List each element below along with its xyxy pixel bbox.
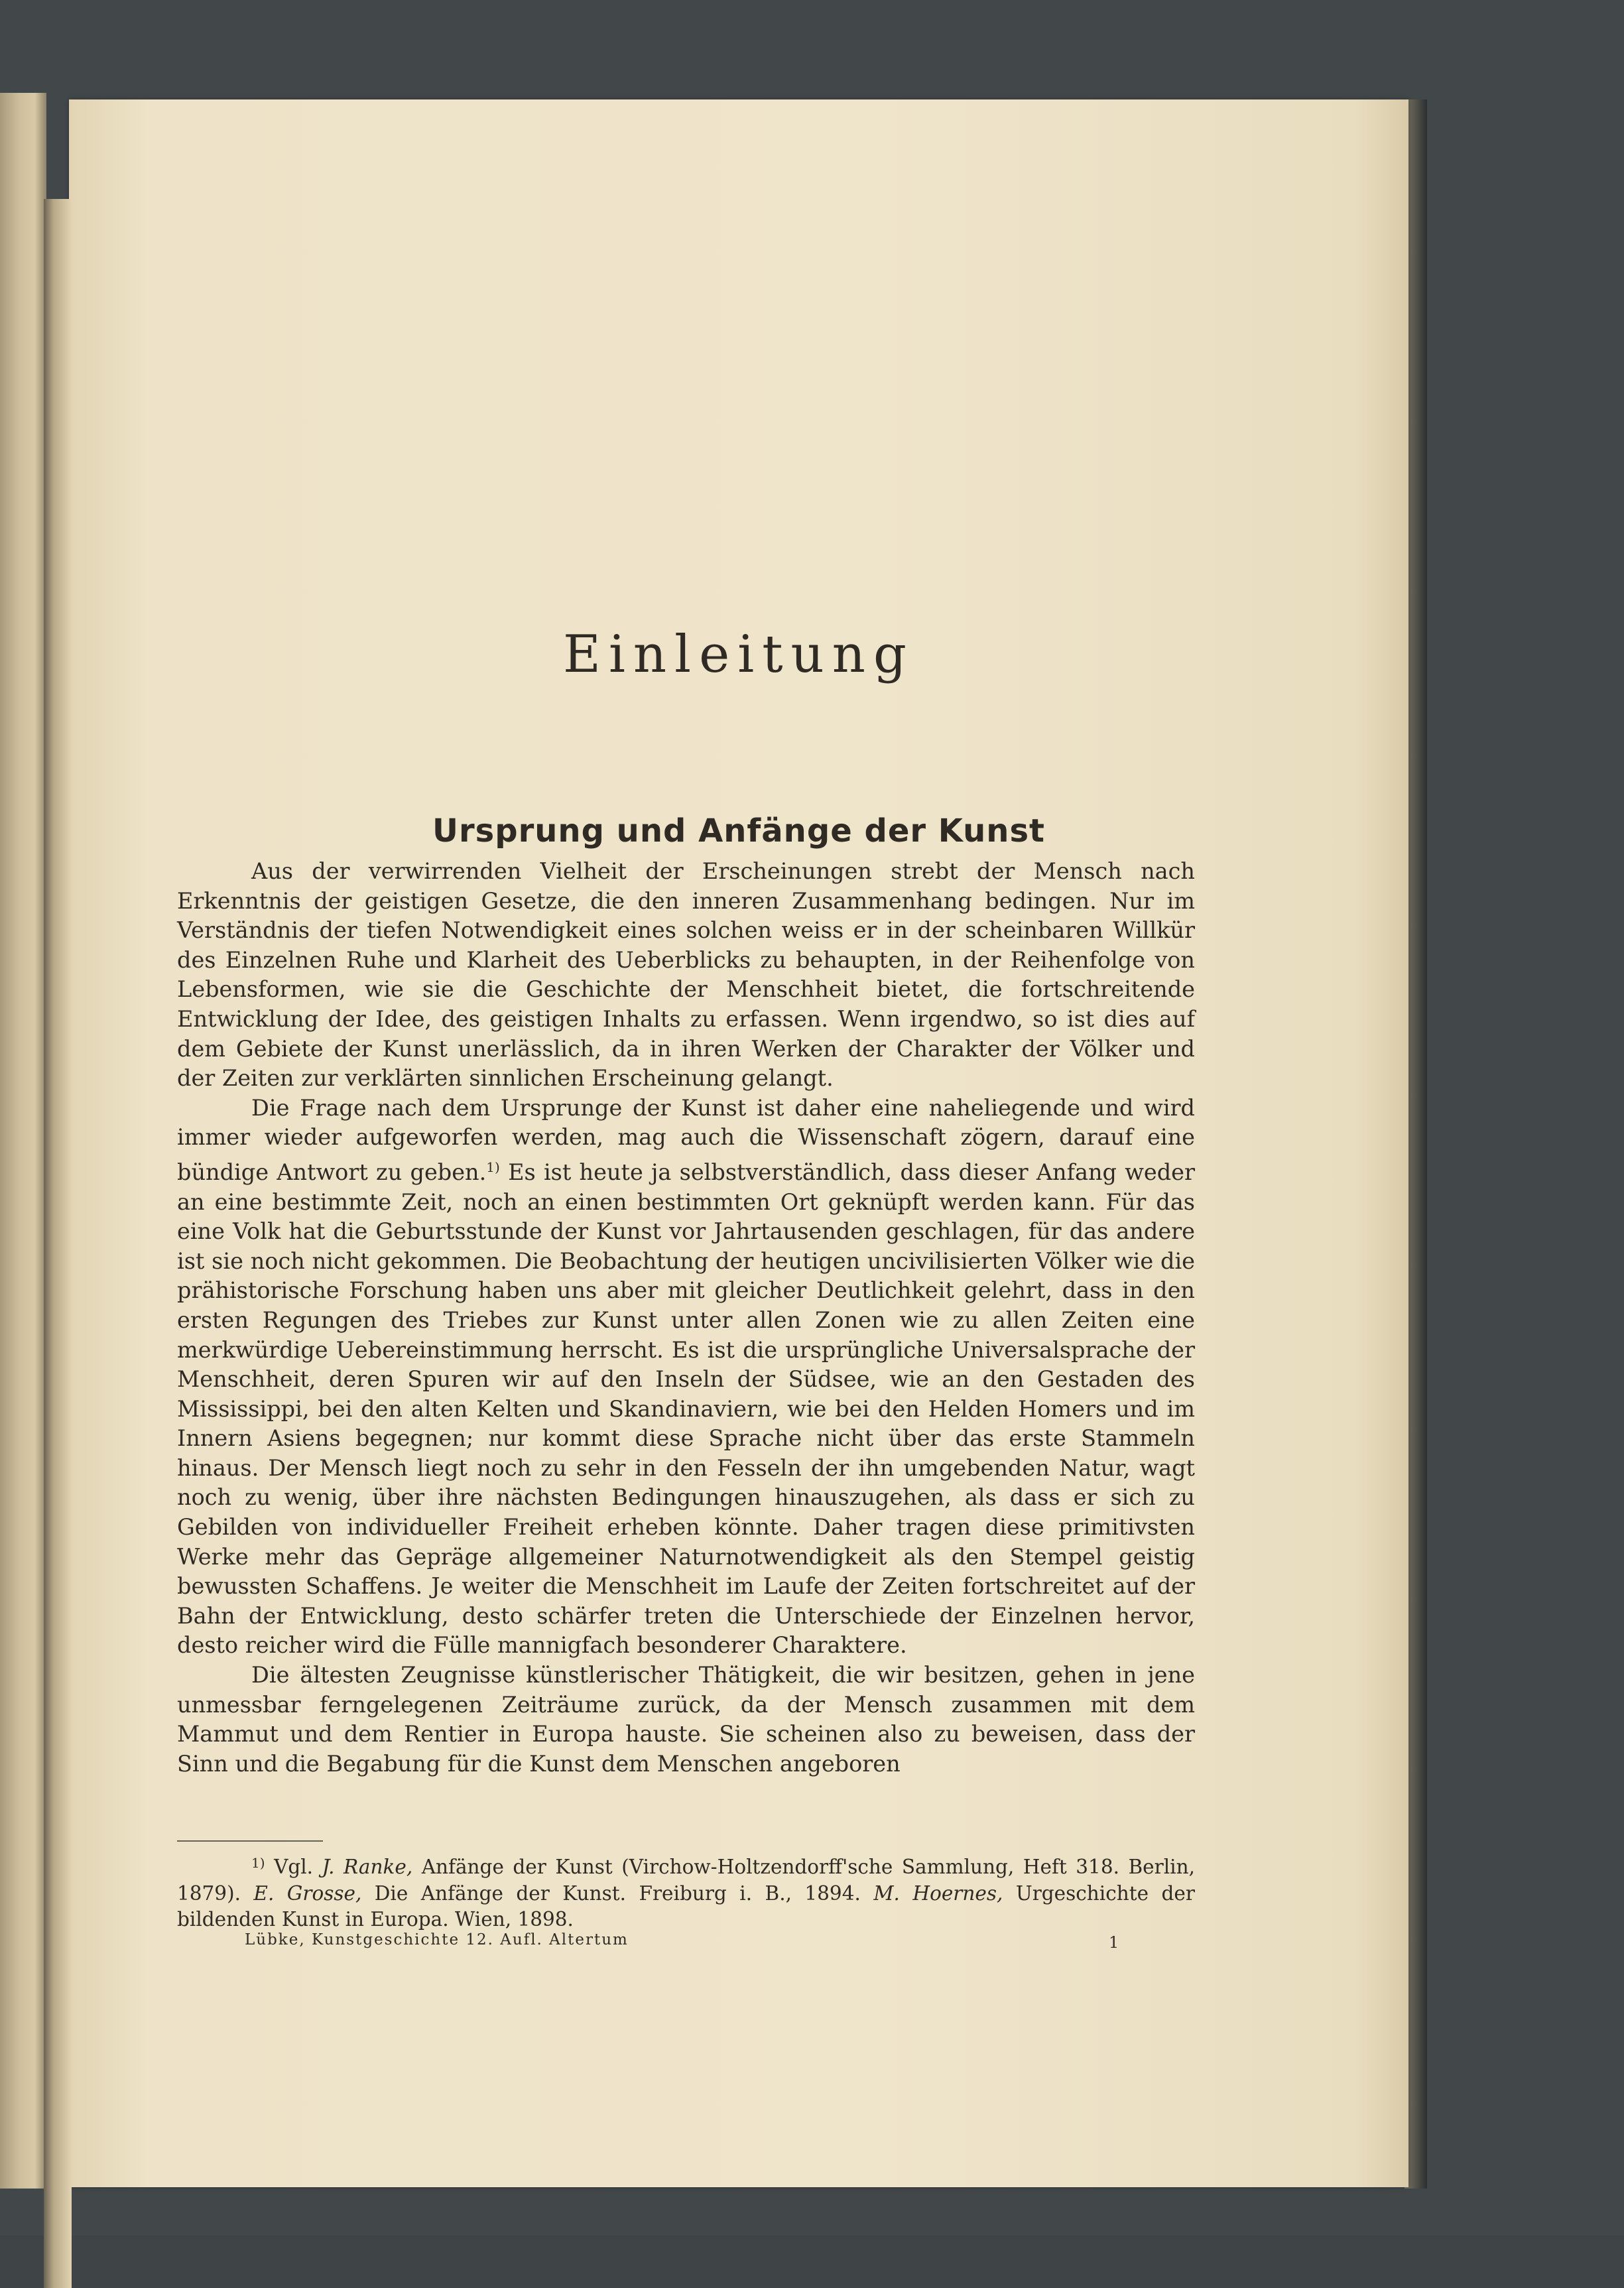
left-page-edge bbox=[0, 93, 46, 2189]
footnote-author: E. Grosse, bbox=[253, 1881, 362, 1905]
footnote-marker: 1) bbox=[251, 1855, 265, 1871]
paragraph: Die ältesten Zeugnisse künstlerischer Thätigkeit, die wir besitzen, gehen in jene unmessbar ferngelegenen Zeiträume zurück, da der Mensch zusammen mit dem Mammut und dem Rentier in Europa hauste. Sie scheinen also zu beweisen, dass der Sinn und die Begabung für die Kunst dem Menschen angeboren bbox=[177, 1662, 1195, 1777]
paragraph-text: Es ist heute ja selbstverständlich, dass dieser Anfang weder an eine bestimmte Zeit, noch an einen bestimmten Ort geknüpft werden kann. Für das eine Volk hat die Geburtsstunde der Kunst vor Jahrtausenden geschlagen, für das andere ist sie noch nicht gekommen. Die Beobachtung der heutigen uncivilisierten Völker wie die prähistorische Forschung haben uns aber mit gleicher Deutlichkeit gelehrt, dass in den ersten Regungen des Triebes zur Kunst unter allen Zonen wie zu allen Zeiten eine merkwürdige Uebereinstimmung herrscht. Es ist die ursprüngliche Universalsprache der Menschheit, deren Spuren wir auf den Inseln der Südsee, wie an den Gestaden des Mississippi, bei den alten Kelten und Skandinaviern, wie bei den Helden Homers und im Innern Asiens begegnen; nur kommt diese Sprache nicht über das erste Stammeln hinaus. Der Mensch liegt noch zu sehr in den Fesseln der ihn umgebenden Natur, wagt noch zu wenig, über ihre nächsten Bedingungen hinauszugehen, als dass er sich zu Gebilden von individueller Freiheit erheben könnte. Daher tragen diese primitivsten Werke mehr das Gepräge allgemeiner Naturnotwendigkeit als den Stempel geistig bewussten Schaffens. Je weiter die Menschheit im Laufe der Zeiten fortschreitet auf der Bahn der Entwicklung, desto schärfer treten die Unterschiede der Einzelnen hervor, desto reicher wird die Fülle mannigfach besonderer Charaktere. bbox=[177, 1159, 1195, 1659]
footnote-text: Anfänge der Kunst (Virchow-Holtzendorff'sche Sammlung, Heft 318. Berlin, 1879). bbox=[177, 1856, 1195, 1905]
paragraph: Aus der verwirrenden Vielheit der Erscheinungen strebt der Mensch nach Erkenntnis der geistigen Gesetze, die den inneren Zusammenhang bedingen. Nur im Verständnis der tiefen Notwendigkeit eines solchen weiss er in der scheinbaren Willkür des Einzelnen Ruhe und Klarheit des Ueberblicks zu behaupten, in der Reihenfolge von Lebensformen, wie sie die Geschichte der Menschheit bietet, die fortschreitende Entwicklung der Idee, des geistigen Inhalts zu erfassen. Wenn irgendwo, so ist dies auf dem Gebiete der Kunst unerlässlich, da in ihren Werken der Charakter der Völker und der Zeiten zur verklärten sinnlichen Erscheinung gelangt. bbox=[177, 858, 1195, 1092]
signature-line: Lübke, Kunstgeschichte 12. Aufl. Altertum bbox=[245, 1931, 629, 1948]
footnote-author: J. Ranke, bbox=[322, 1856, 413, 1878]
section-title: Ursprung und Anfänge der Kunst bbox=[432, 812, 1045, 850]
book-page bbox=[69, 99, 1408, 2187]
paragraph bbox=[177, 1094, 1195, 1661]
footnote-reference: 1) bbox=[486, 1159, 500, 1175]
page-number: 1 bbox=[1109, 1933, 1119, 1952]
chapter-title: Einleitung bbox=[563, 625, 914, 685]
paragraph-text: Die Frage nach dem Ursprunge der Kunst ist daher eine naheliegende und wird immer wieder aufgeworfen werden, mag auch die Wissenschaft zögern, darauf eine bündige Antwort zu geben. bbox=[177, 1094, 1195, 1185]
footnote-text: Die Anfänge der Kunst. Freiburg i. B., 1894. bbox=[374, 1881, 861, 1905]
footnote-text: Urgeschichte der bildenden Kunst in Europa. Wien, 1898. bbox=[177, 1881, 1195, 1931]
footnote-author: M. Hoernes, bbox=[873, 1881, 1003, 1905]
footnote bbox=[177, 1850, 1195, 1933]
page-gutter bbox=[44, 199, 72, 2288]
footnote-divider bbox=[177, 1840, 323, 1842]
body-text bbox=[177, 857, 1195, 1779]
footnote-text: Vgl. bbox=[274, 1856, 314, 1878]
